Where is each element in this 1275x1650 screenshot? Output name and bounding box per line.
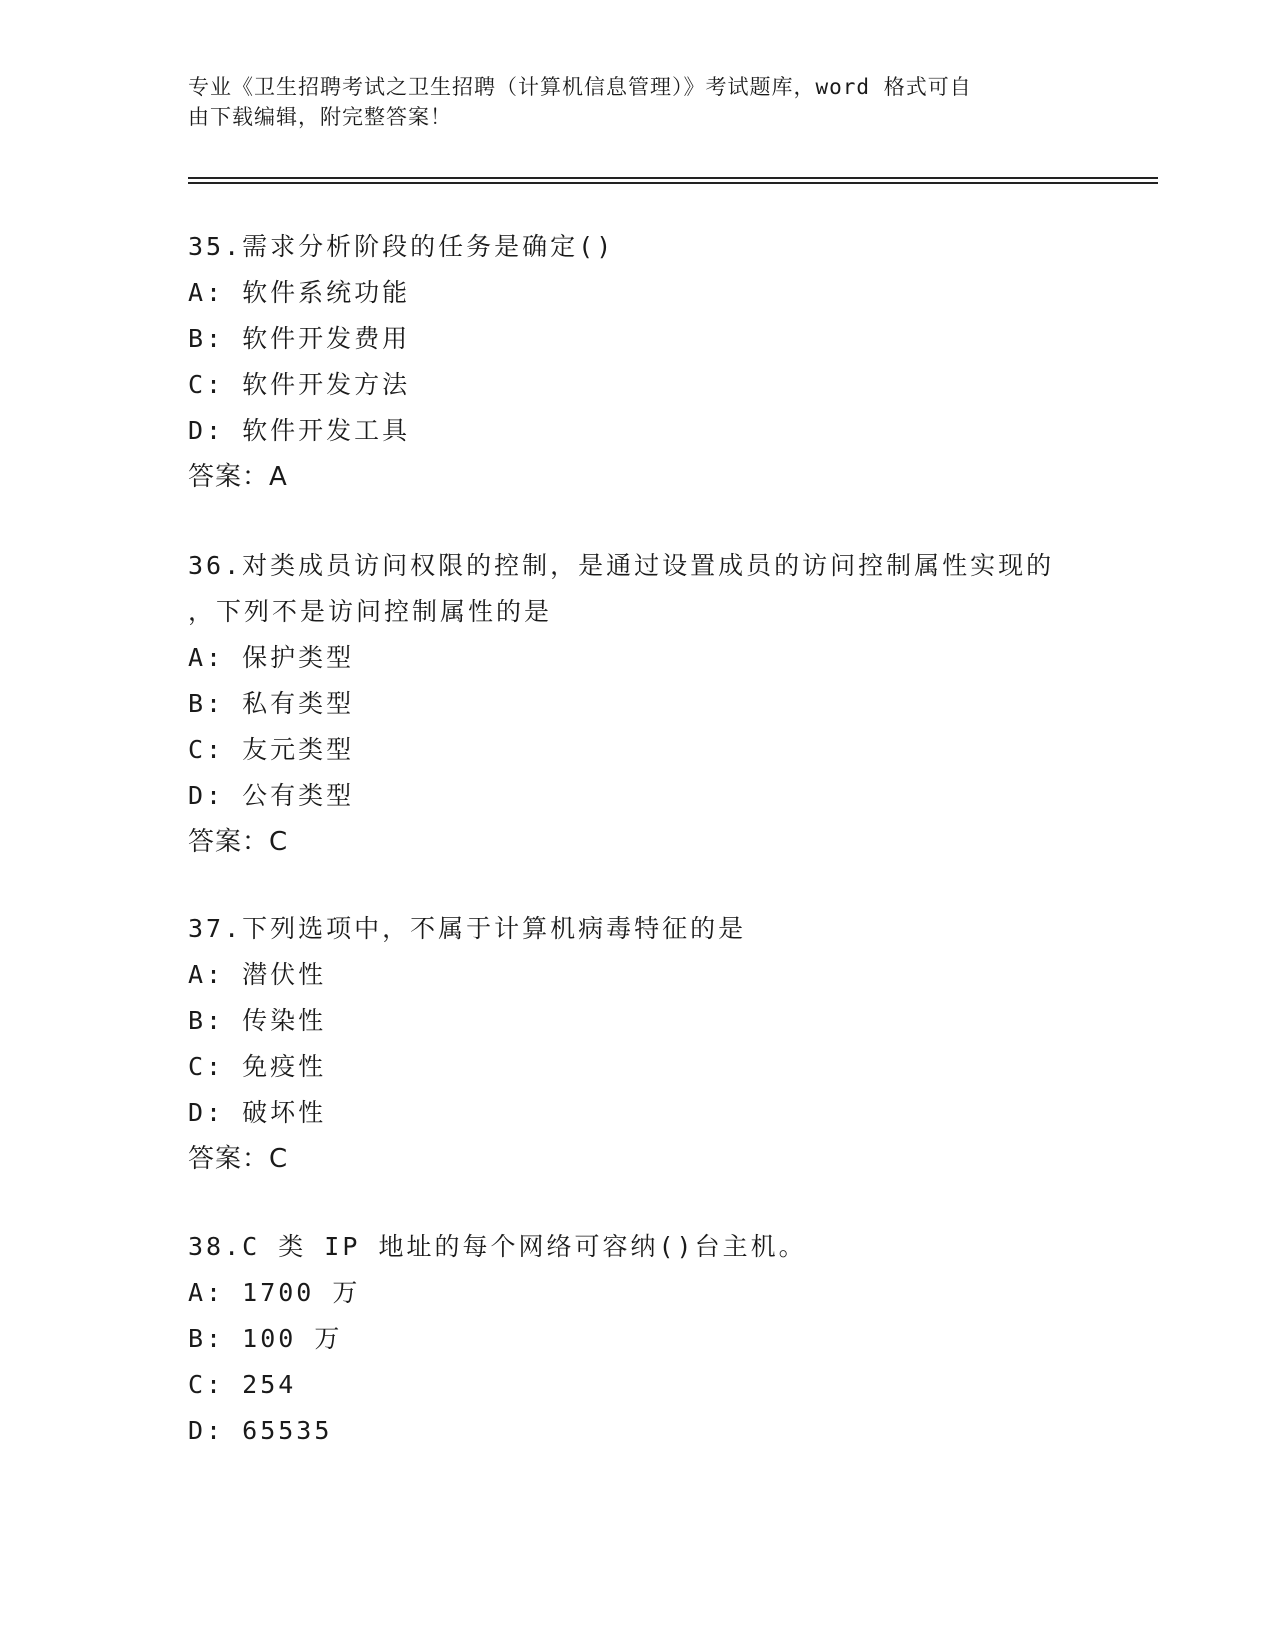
option-c: C: 友元类型 (188, 735, 355, 764)
header-divider-top (188, 177, 1158, 179)
option-a: A: 软件系统功能 (188, 278, 411, 307)
option-b: B: 私有类型 (188, 689, 355, 718)
question-text: 37.下列选项中，不属于计算机病毒特征的是 (188, 914, 747, 943)
question-text: 36.对类成员访问权限的控制，是通过设置成员的访问控制属性实现的 (188, 551, 1055, 580)
option-b: B: 软件开发费用 (188, 324, 411, 353)
option-d: D: 公有类型 (188, 781, 355, 810)
answer: 答案：C (188, 1144, 289, 1174)
header-divider-bottom (188, 182, 1158, 184)
option-d: D: 65535 (188, 1416, 333, 1445)
option-d: D: 软件开发工具 (188, 416, 411, 445)
answer: 答案：A (188, 462, 288, 492)
option-b: B: 100 万 (188, 1324, 343, 1353)
question-text: 35.需求分析阶段的任务是确定() (188, 232, 615, 261)
option-c: C: 免疫性 (188, 1052, 327, 1081)
option-d: D: 破坏性 (188, 1098, 327, 1127)
option-a: A: 1700 万 (188, 1278, 361, 1307)
header-line-2: 由下载编辑，附完整答案！ (188, 105, 452, 129)
question-36 (188, 543, 1088, 865)
option-a: A: 潜伏性 (188, 960, 327, 989)
option-c: C: 254 (188, 1370, 297, 1399)
question-37 (188, 906, 1088, 1182)
document-header (188, 72, 1088, 132)
question-text: 38.C 类 IP 地址的每个网络可容纳()台主机。 (188, 1232, 807, 1261)
option-b: B: 传染性 (188, 1006, 327, 1035)
question-35 (188, 224, 1088, 500)
option-c: C: 软件开发方法 (188, 370, 411, 399)
question-text-continued: ，下列不是访问控制属性的是 (188, 597, 553, 626)
header-line-1: 专业《卫生招聘考试之卫生招聘（计算机信息管理）》考试题库，word 格式可自 (188, 75, 972, 99)
option-a: A: 保护类型 (188, 643, 355, 672)
question-38 (188, 1224, 1088, 1454)
answer: 答案：C (188, 827, 289, 857)
